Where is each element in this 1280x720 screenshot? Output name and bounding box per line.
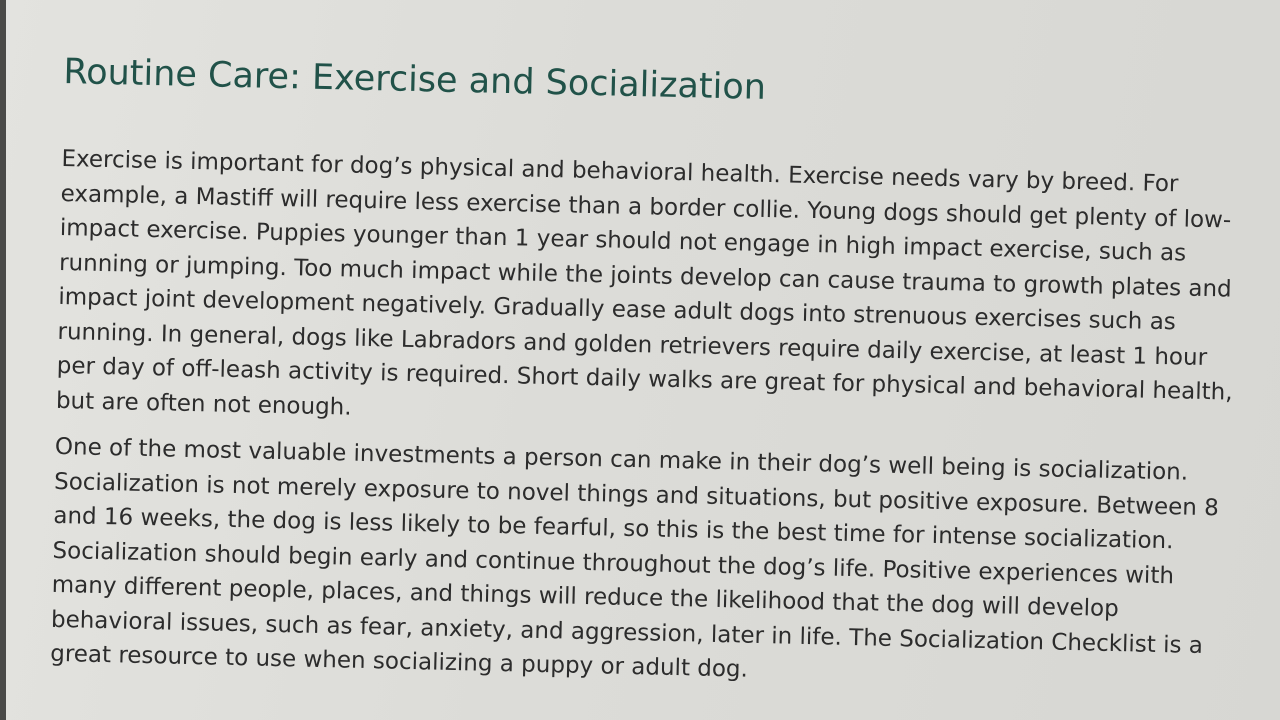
exercise-paragraph: Exercise is important for dog’s physical and behavioral health. Exercise needs vary by breed. For example, a Mastiff will require less exercise than a border collie. Young dogs should get plenty of low-impact exercise. Puppies younger than 1 year should not engage in high impact exercise, such as running or jumping. Too much impact while the joints develop can cause trauma to growth plates and impact joint development negatively. Gradually ease adult dogs into strenuous exercises such as running. In general, dogs like Labradors and golden retrievers require daily exercise, at least 1 hour per day of off-leash activity is required. Short daily walks are great for physical and behavioral health, but are often not enough. [55,145,1233,421]
socialization-paragraph: One of the most valuable investments a person can make in their dog’s well being is socialization. Socialization is not merely exposure to novel things and situations, but positive exposure. Between 8 and 16 weeks, the dog is less likely to be fearful, so this is the best time for intense socialization. Socialization should begin early and continue throughout the dog’s life. Positive experiences with many different people, places, and things will reduce the likelihood that the dog will develop behavioral issues, such as fear, anxiety, and aggression, later in life. The Socialization Checklist is a great resource to use when socializing a puppy or adult dog. [49,433,1220,683]
monitor-bezel [0,0,6,720]
article-content [50,48,1254,710]
page-title: Routine Care: Exercise and Socialization [63,51,767,108]
